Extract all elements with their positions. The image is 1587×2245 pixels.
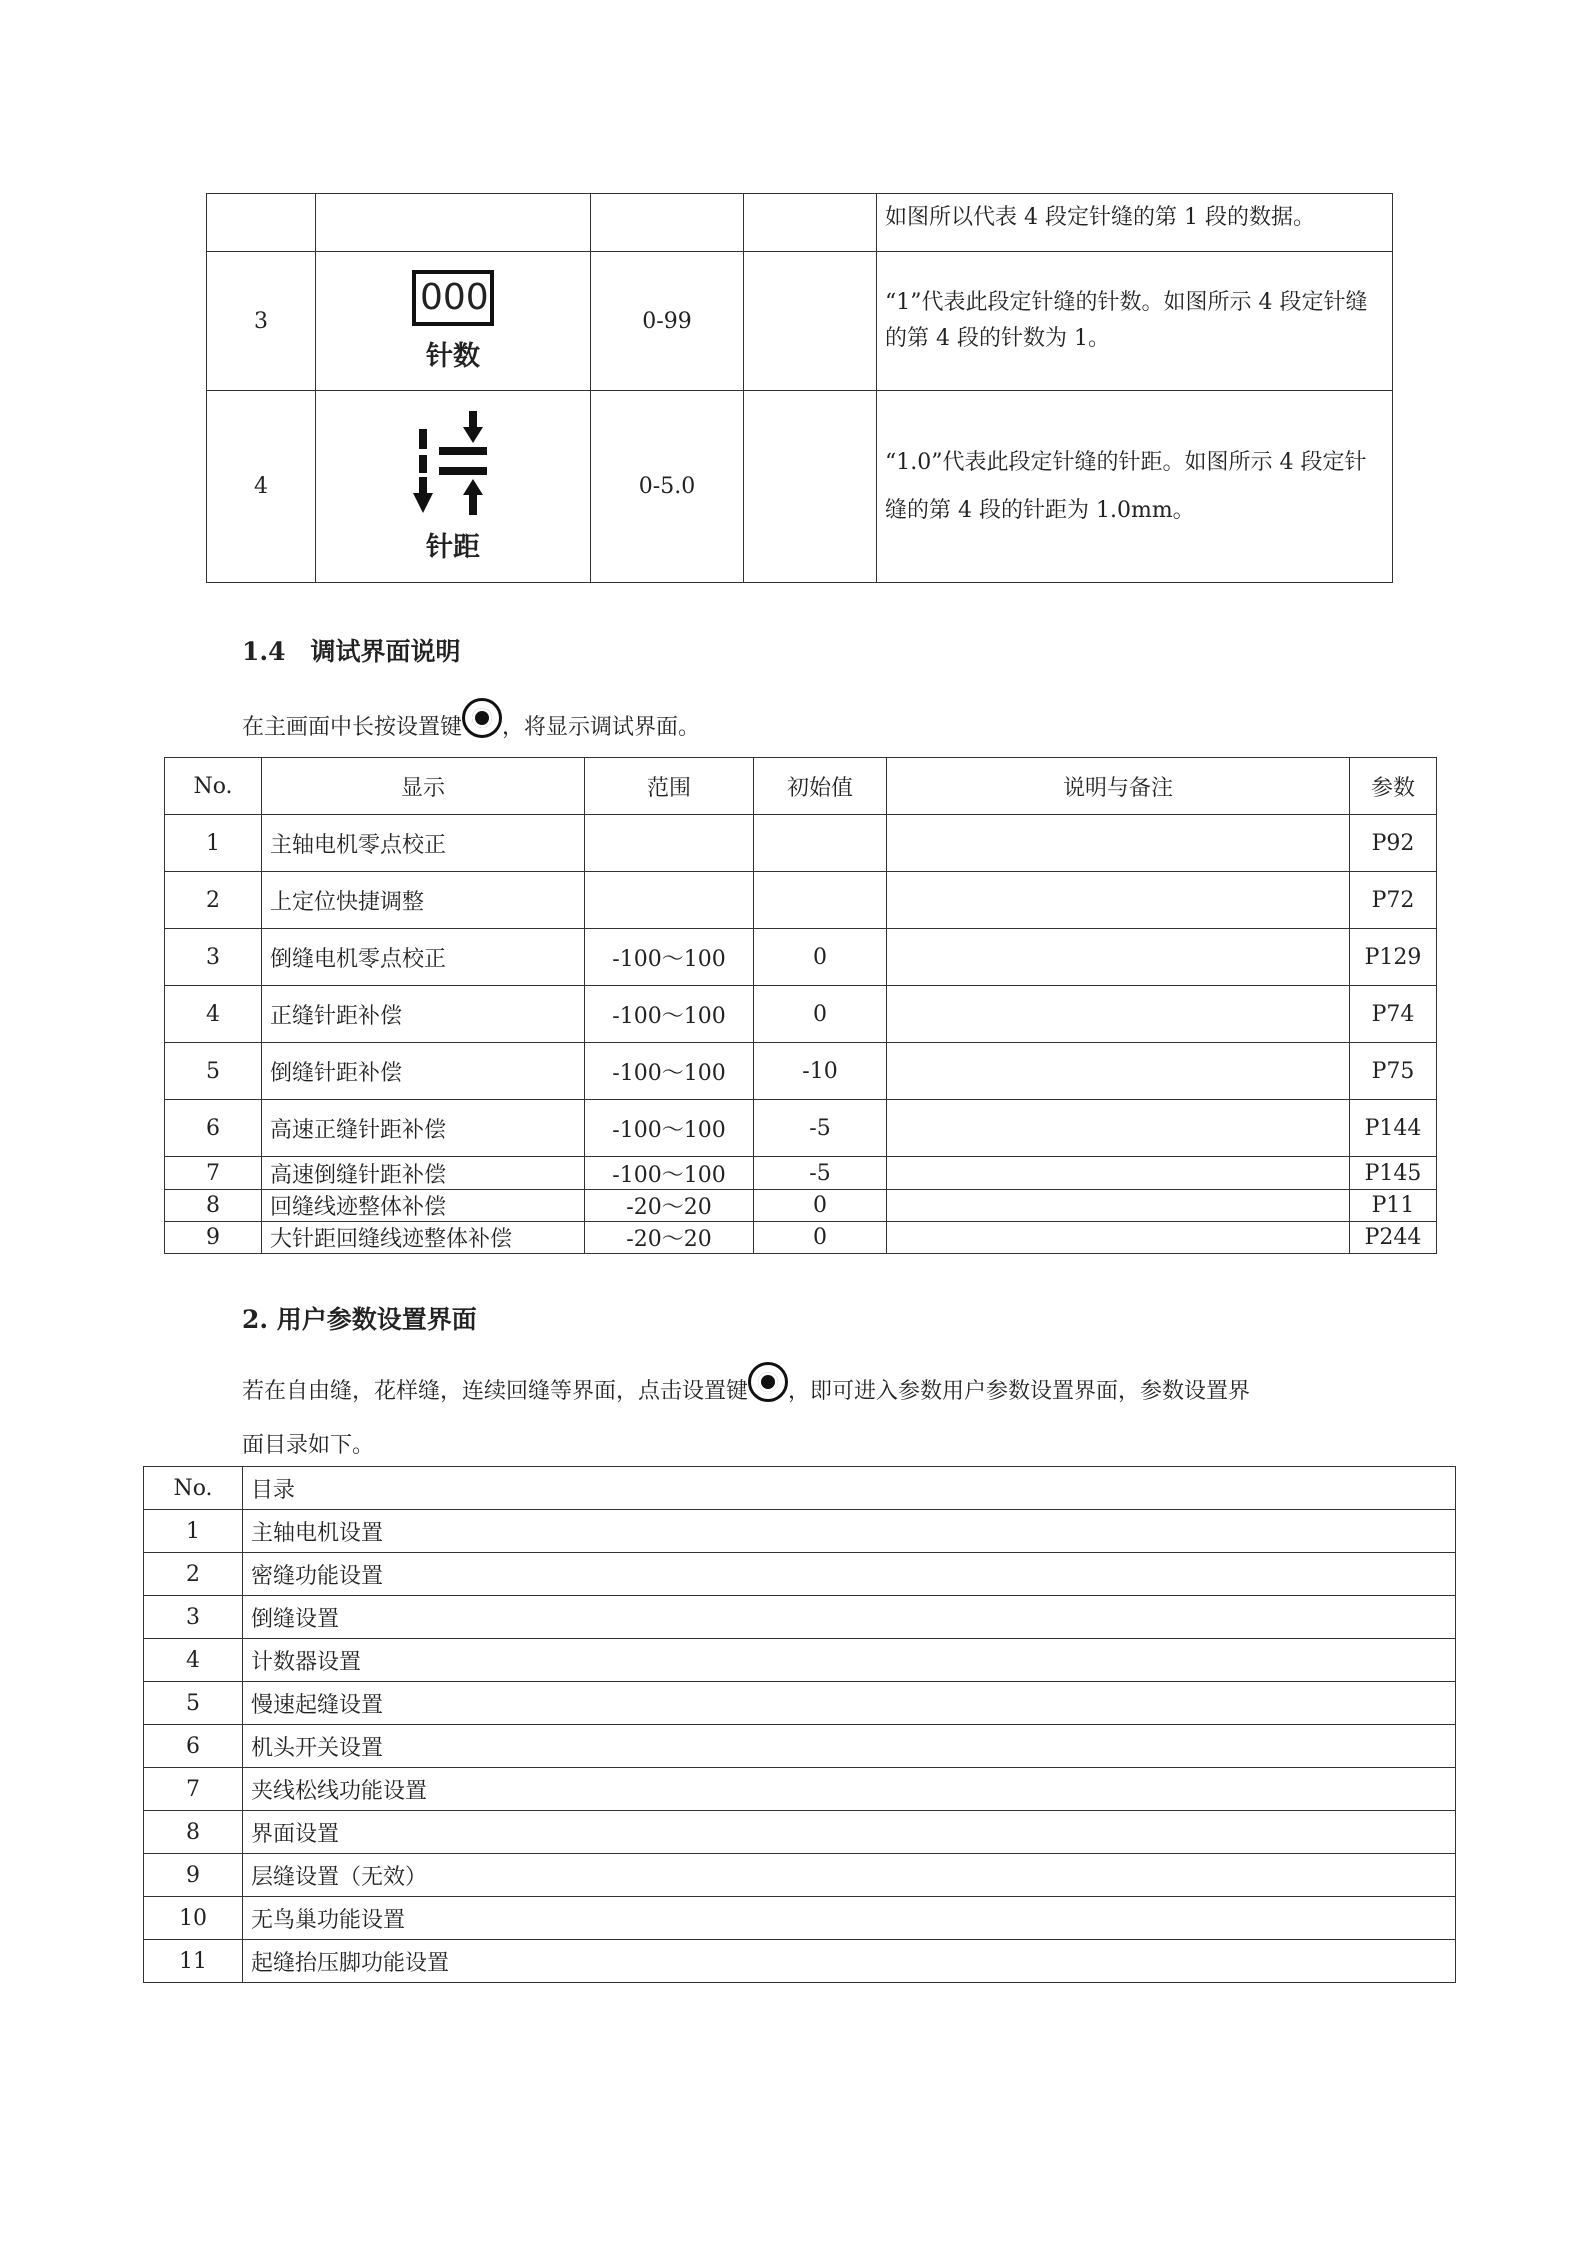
table-cell (887, 929, 1350, 986)
table-cell: -10 (754, 1043, 887, 1100)
paragraph-user-params (242, 1374, 1250, 1405)
cell-desc: “1.0”代表此段定针缝的针距。如图所示 4 段定针缝的第 4 段的针距为 1.0mm。 (877, 391, 1393, 583)
table-cell: 1 (165, 815, 262, 872)
table-cell: P144 (1350, 1100, 1437, 1157)
table-cell: 5 (165, 1043, 262, 1100)
cell-init (744, 194, 877, 252)
table-cell: 9 (144, 1854, 243, 1897)
table-cell: 6 (144, 1725, 243, 1768)
table-cell (887, 872, 1350, 929)
debug-interface-table (164, 757, 1437, 1254)
table-cell: 夹线松线功能设置 (243, 1768, 1456, 1811)
table-cell: 层缝设置（无效） (243, 1854, 1456, 1897)
table-cell: -5 (754, 1100, 887, 1157)
paragraph-line2: 面目录如下。 (242, 1433, 375, 1458)
table-cell: 正缝针距补偿 (262, 986, 585, 1043)
table-cell: 4 (165, 986, 262, 1043)
table-cell: 2 (165, 872, 262, 929)
table-cell: -100～100 (585, 1157, 754, 1190)
table-row (207, 391, 1393, 583)
table-cell: 倒缝针距补偿 (262, 1043, 585, 1100)
column-header: 目录 (243, 1467, 1456, 1510)
table-row (144, 1725, 1456, 1768)
cell-no: 4 (207, 391, 316, 583)
table-row (144, 1854, 1456, 1897)
table-cell: 密缝功能设置 (243, 1553, 1456, 1596)
table-cell: -100～100 (585, 929, 754, 986)
table-row (144, 1510, 1456, 1553)
table-cell: P92 (1350, 815, 1437, 872)
table-cell: -100～100 (585, 1043, 754, 1100)
cell-range: 0-5.0 (591, 391, 744, 583)
table-cell: 机头开关设置 (243, 1725, 1456, 1768)
table-row (165, 986, 1437, 1043)
table-cell: 5 (144, 1682, 243, 1725)
column-header: 显示 (262, 758, 585, 815)
table-row (144, 1897, 1456, 1940)
table-cell: P74 (1350, 986, 1437, 1043)
table-row (165, 872, 1437, 929)
table-cell (754, 815, 887, 872)
stitch-segment-table (206, 193, 1393, 583)
table-cell (887, 1157, 1350, 1190)
table-row (144, 1811, 1456, 1854)
table-cell: 1 (144, 1510, 243, 1553)
table-row (144, 1768, 1456, 1811)
icon-label: 针距 (426, 532, 480, 563)
table-cell: 界面设置 (243, 1811, 1456, 1854)
gear-icon (462, 698, 502, 738)
table-cell: 0 (754, 986, 887, 1043)
text: 在主画面中长按设置键 (242, 715, 463, 740)
table-cell: P145 (1350, 1157, 1437, 1190)
stitch-count-box: 000 (412, 270, 494, 326)
table-cell: 7 (165, 1157, 262, 1190)
paragraph-debug-intro (242, 710, 700, 741)
cell-range (591, 194, 744, 252)
table-cell: 3 (144, 1596, 243, 1639)
table-cell: 倒缝设置 (243, 1596, 1456, 1639)
column-header: 说明与备注 (887, 758, 1350, 815)
table-cell: 大针距回缝线迹整体补偿 (262, 1222, 585, 1254)
table-cell (585, 815, 754, 872)
table-cell: -100～100 (585, 986, 754, 1043)
cell-init (744, 252, 877, 391)
table-cell (585, 872, 754, 929)
gear-icon (748, 1362, 788, 1402)
table-cell: P11 (1350, 1190, 1437, 1222)
table-cell: -100～100 (585, 1100, 754, 1157)
table-cell (887, 986, 1350, 1043)
table-cell: 8 (144, 1811, 243, 1854)
table-cell (887, 815, 1350, 872)
table-cell: 3 (165, 929, 262, 986)
table-cell (887, 1190, 1350, 1222)
cell-no (207, 194, 316, 252)
table-cell: 2 (144, 1553, 243, 1596)
cell-icon (316, 194, 591, 252)
table-cell: 计数器设置 (243, 1639, 1456, 1682)
table-cell: 起缝抬压脚功能设置 (243, 1940, 1456, 1983)
table-cell: 上定位快捷调整 (262, 872, 585, 929)
column-header: 初始值 (754, 758, 887, 815)
stitch-length-icon (316, 391, 591, 583)
table-cell: 倒缝电机零点校正 (262, 929, 585, 986)
table-cell: 高速正缝针距补偿 (262, 1100, 585, 1157)
table-cell: -20～20 (585, 1190, 754, 1222)
table-row (165, 929, 1437, 986)
table-cell: P244 (1350, 1222, 1437, 1254)
table-cell: 10 (144, 1897, 243, 1940)
table-cell: 9 (165, 1222, 262, 1254)
text: ，即可进入参数用户参数设置界面，参数设置界 (788, 1379, 1251, 1404)
table-cell (887, 1222, 1350, 1254)
table-cell: P75 (1350, 1043, 1437, 1100)
table-cell: -5 (754, 1157, 887, 1190)
table-row (165, 1043, 1437, 1100)
table-cell: 主轴电机零点校正 (262, 815, 585, 872)
table-cell: 0 (754, 1222, 887, 1254)
table-cell: 4 (144, 1639, 243, 1682)
header-row (144, 1467, 1456, 1510)
table-cell: 7 (144, 1768, 243, 1811)
table-row (144, 1596, 1456, 1639)
section-heading-1-4: 1.4 调试界面说明 (242, 637, 461, 666)
table-cell: 高速倒缝针距补偿 (262, 1157, 585, 1190)
table-cell: 回缝线迹整体补偿 (262, 1190, 585, 1222)
cell-range: 0-99 (591, 252, 744, 391)
table-row (165, 1222, 1437, 1254)
cell-no: 3 (207, 252, 316, 391)
icon-label: 针数 (426, 340, 480, 372)
header-row (165, 758, 1437, 815)
table-cell: 慢速起缝设置 (243, 1682, 1456, 1725)
stitch-length-arrows-icon (413, 409, 493, 519)
table-row (144, 1639, 1456, 1682)
table-row (207, 194, 1393, 252)
table-cell: 无鸟巢功能设置 (243, 1897, 1456, 1940)
table-row (165, 1157, 1437, 1190)
column-header: 参数 (1350, 758, 1437, 815)
table-cell (754, 872, 887, 929)
cell-desc: 如图所以代表 4 段定针缝的第 1 段的数据。 (877, 194, 1393, 252)
table-row (165, 815, 1437, 872)
table-row (144, 1553, 1456, 1596)
table-cell: 0 (754, 1190, 887, 1222)
table-cell: 0 (754, 929, 887, 986)
column-header: No. (144, 1467, 243, 1510)
column-header: No. (165, 758, 262, 815)
user-parameter-menu-table (143, 1466, 1456, 1983)
section-heading-2: 2. 用户参数设置界面 (242, 1305, 477, 1334)
table-row (165, 1100, 1437, 1157)
column-header: 范围 (585, 758, 754, 815)
text: ，将显示调试界面。 (502, 715, 701, 740)
table-cell: P72 (1350, 872, 1437, 929)
text: 若在自由缝，花样缝，连续回缝等界面，点击设置键 (242, 1379, 749, 1404)
cell-desc: “1”代表此段定针缝的针数。如图所示 4 段定针缝的第 4 段的针数为 1。 (877, 252, 1393, 391)
table-row (165, 1190, 1437, 1222)
table-cell: 主轴电机设置 (243, 1510, 1456, 1553)
table-cell: 11 (144, 1940, 243, 1983)
table-row (144, 1940, 1456, 1983)
table-cell (887, 1100, 1350, 1157)
table-cell: 8 (165, 1190, 262, 1222)
stitch-count-icon (316, 252, 591, 391)
table-row (207, 252, 1393, 391)
table-row (144, 1682, 1456, 1725)
cell-init (744, 391, 877, 583)
table-cell: P129 (1350, 929, 1437, 986)
table-cell: 6 (165, 1100, 262, 1157)
table-cell: -20～20 (585, 1222, 754, 1254)
table-cell (887, 1043, 1350, 1100)
